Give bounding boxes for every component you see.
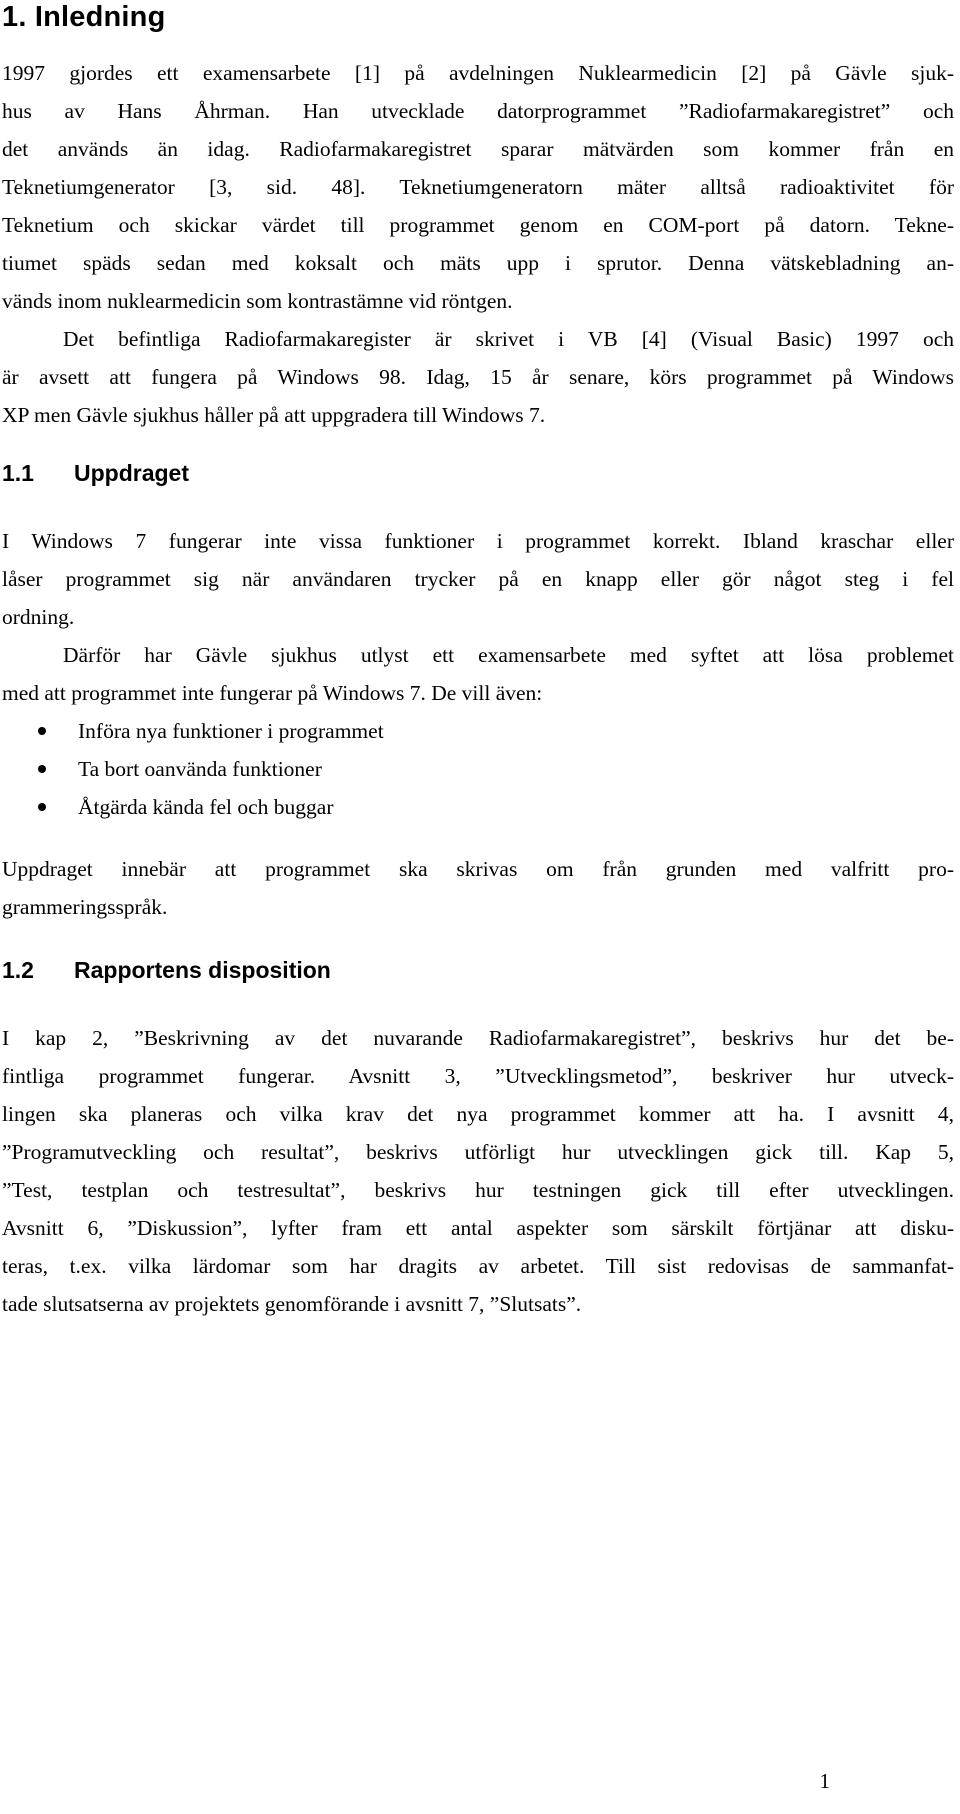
text-line: är avsett att fungera på Windows 98. Idag, 15 år senare, körs programmet på Windows bbox=[2, 365, 954, 389]
text-line: ”Programutveckling och resultat”, beskrivs utförligt hur utvecklingen gick till. Kap 5, bbox=[2, 1140, 954, 1164]
section-number: 1.2 bbox=[2, 957, 34, 983]
text-line: Avsnitt 6, ”Diskussion”, lyfter fram ett antal aspekter som särskilt förtjänar att disku- bbox=[2, 1216, 954, 1240]
disposition-paragraph bbox=[2, 1019, 954, 1323]
uppdraget-paragraph-2 bbox=[2, 636, 954, 712]
text-line: lingen ska planeras och vilka krav det nya programmet kommer att ha. I avsnitt 4, bbox=[2, 1102, 954, 1126]
requirements-list bbox=[2, 712, 384, 826]
bullet-icon bbox=[38, 803, 46, 811]
list-item: Åtgärda kända fel och buggar bbox=[2, 788, 384, 826]
text-line: Det befintliga Radiofarmakaregister är skrivet i VB [4] (Visual Basic) 1997 och bbox=[63, 327, 954, 351]
text-line: XP men Gävle sjukhus håller på att uppgradera till Windows 7. bbox=[2, 403, 546, 427]
intro-paragraph-2 bbox=[2, 320, 954, 434]
uppdraget-paragraph-3 bbox=[2, 850, 954, 926]
uppdraget-paragraph-1 bbox=[2, 522, 954, 636]
list-item: Införa nya funktioner i programmet bbox=[2, 712, 384, 750]
text-line: låser programmet sig när användaren trycker på en knapp eller gör något steg i fel bbox=[2, 567, 954, 591]
intro-paragraph-1 bbox=[2, 54, 954, 320]
text-line: med att programmet inte fungerar på Windows 7. De vill även: bbox=[2, 681, 543, 705]
text-line: ”Test, testplan och testresultat”, beskrivs hur testningen gick till efter utvecklingen. bbox=[2, 1178, 954, 1202]
section-heading-disposition bbox=[2, 956, 331, 984]
text-line: teras, t.ex. vilka lärdomar som har dragits av arbetet. Till sist redovisas de sammanfat- bbox=[2, 1254, 954, 1278]
text-line: ordning. bbox=[2, 605, 75, 629]
text-line: 1997 gjordes ett examensarbete [1] på avdelningen Nuklearmedicin [2] på Gävle sjuk- bbox=[2, 61, 954, 85]
text-line: vänds inom nuklearmedicin som kontrastämne vid röntgen. bbox=[2, 289, 513, 313]
text-line: Teknetium och skickar värdet till programmet genom en COM-port på datorn. Tekne- bbox=[2, 213, 954, 237]
text-line: grammeringsspråk. bbox=[2, 895, 168, 919]
text-line: Uppdraget innebär att programmet ska skrivas om från grunden med valfritt pro- bbox=[2, 857, 954, 881]
page-number: 1 bbox=[819, 1769, 830, 1793]
text-line: hus av Hans Åhrman. Han utvecklade datorprogrammet ”Radiofarmakaregistret” och bbox=[2, 99, 954, 123]
section-title: Rapportens disposition bbox=[74, 957, 331, 983]
text-line: I kap 2, ”Beskrivning av det nuvarande Radiofarmakaregistret”, beskrivs hur det be- bbox=[2, 1026, 954, 1050]
text-line: I Windows 7 fungerar inte vissa funktioner i programmet korrekt. Ibland kraschar eller bbox=[2, 529, 954, 553]
bullet-icon bbox=[38, 727, 46, 735]
section-title: Uppdraget bbox=[74, 460, 189, 486]
text-line: det används än idag. Radiofarmakaregistret sparar mätvärden som kommer från en bbox=[2, 137, 954, 161]
text-line: fintliga programmet fungerar. Avsnitt 3, ”Utvecklingsmetod”, beskriver hur utveck- bbox=[2, 1064, 954, 1088]
text-line: tade slutsatserna av projektets genomförande i avsnitt 7, ”Slutsats”. bbox=[2, 1292, 582, 1316]
text-line: tiumet späds sedan med koksalt och mäts upp i sprutor. Denna vätskebladning an- bbox=[2, 251, 954, 275]
section-heading-uppdraget bbox=[2, 459, 189, 487]
bullet-icon bbox=[38, 765, 46, 773]
text-line: Därför har Gävle sjukhus utlyst ett examensarbete med syftet att lösa problemet bbox=[63, 643, 954, 667]
text-line: Teknetiumgenerator [3, sid. 48]. Teknetiumgeneratorn mäter alltså radioaktivitet för bbox=[2, 175, 954, 199]
list-item: Ta bort oanvända funktioner bbox=[2, 750, 384, 788]
section-number: 1.1 bbox=[2, 460, 34, 486]
chapter-heading: 1. Inledning bbox=[2, 1, 166, 33]
